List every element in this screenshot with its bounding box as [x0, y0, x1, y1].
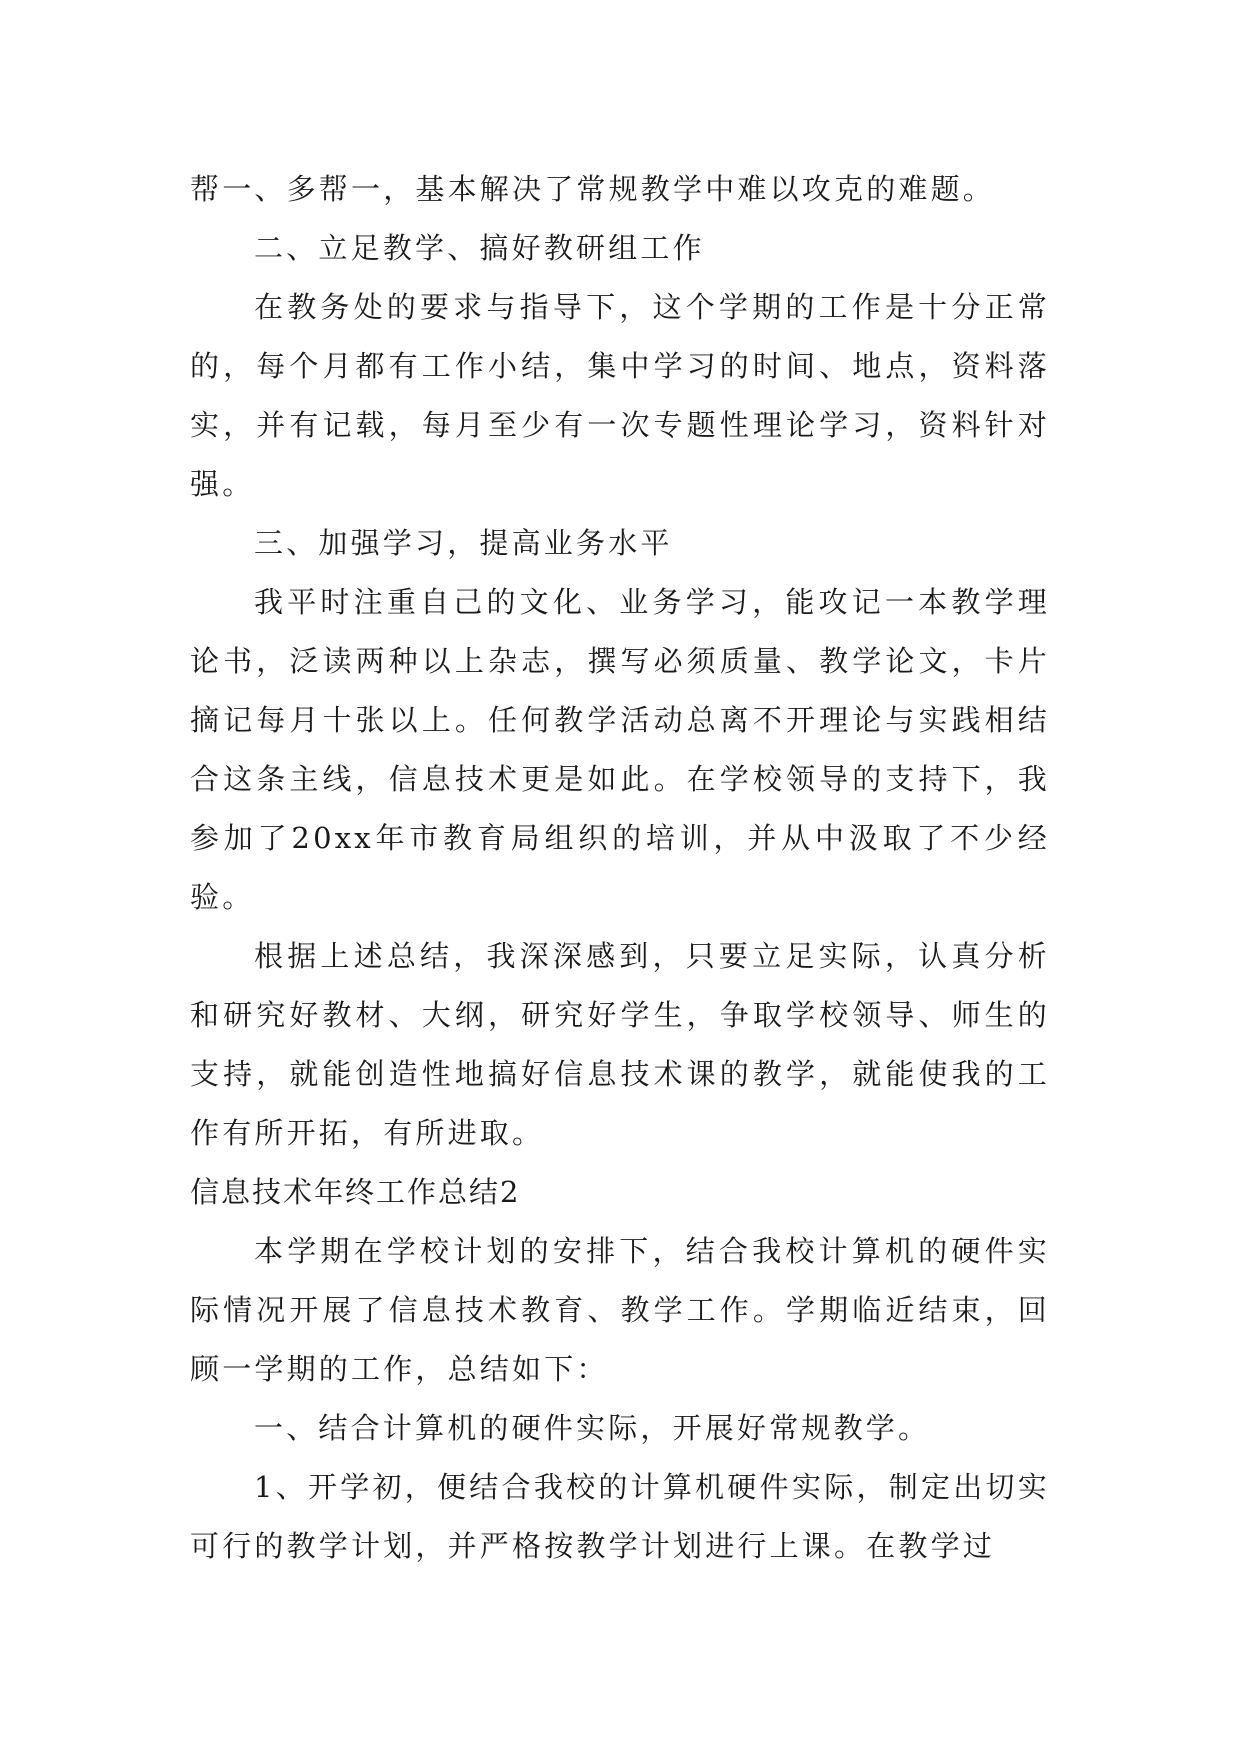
section-heading-1: 一、结合计算机的硬件实际，开展好常规教学。: [254, 1411, 931, 1445]
paragraph-intro-2: 本学期在学校计划的安排下，结合我校计算机的硬件实际情况开展了信息技术教育、教学工作。学期临近结束，回顾一学期的工作，总结如下：: [190, 1234, 1050, 1386]
paragraph-continuation: 帮一、多帮一，基本解决了常规教学中难以攻克的难题。: [190, 172, 996, 206]
paragraph-study: 我平时注重自己的文化、业务学习，能攻记一本教学理论书，泛读两种以上杂志，撰写必须质量、教学论文，卡片摘记每月十张以上。任何教学活动总离不开理论与实践相结合这条主线，信息技术更是如此。在学校领导的支持下，我参加了20xx年市教育局组织的培训，并从中汲取了不少经验。: [190, 585, 1050, 914]
section-heading-2: 二、立足教学、搞好教研组工作: [254, 231, 705, 265]
document-body: [190, 160, 1050, 1576]
section-heading-3: 三、加强学习，提高业务水平: [254, 526, 673, 560]
paragraph-conclusion: 根据上述总结，我深深感到，只要立足实际，认真分析和研究好教材、大纲，研究好学生，争取学校领导、师生的支持，就能创造性地搞好信息技术课的教学，就能使我的工作有所开拓，有所进取。: [190, 939, 1050, 1150]
paragraph-teaching-research: 在教务处的要求与指导下，这个学期的工作是十分正常的，每个月都有工作小结，集中学习的时间、地点，资料落实，并有记载，每月至少有一次专题性理论学习，资料针对强。: [190, 290, 1050, 501]
paragraph-item-1: 1、开学初，便结合我校的计算机硬件实际，制定出切实可行的教学计划，并严格按教学计划进行上课。在教学过: [190, 1470, 1050, 1563]
document-title-2: 信息技术年终工作总结2: [190, 1175, 521, 1209]
